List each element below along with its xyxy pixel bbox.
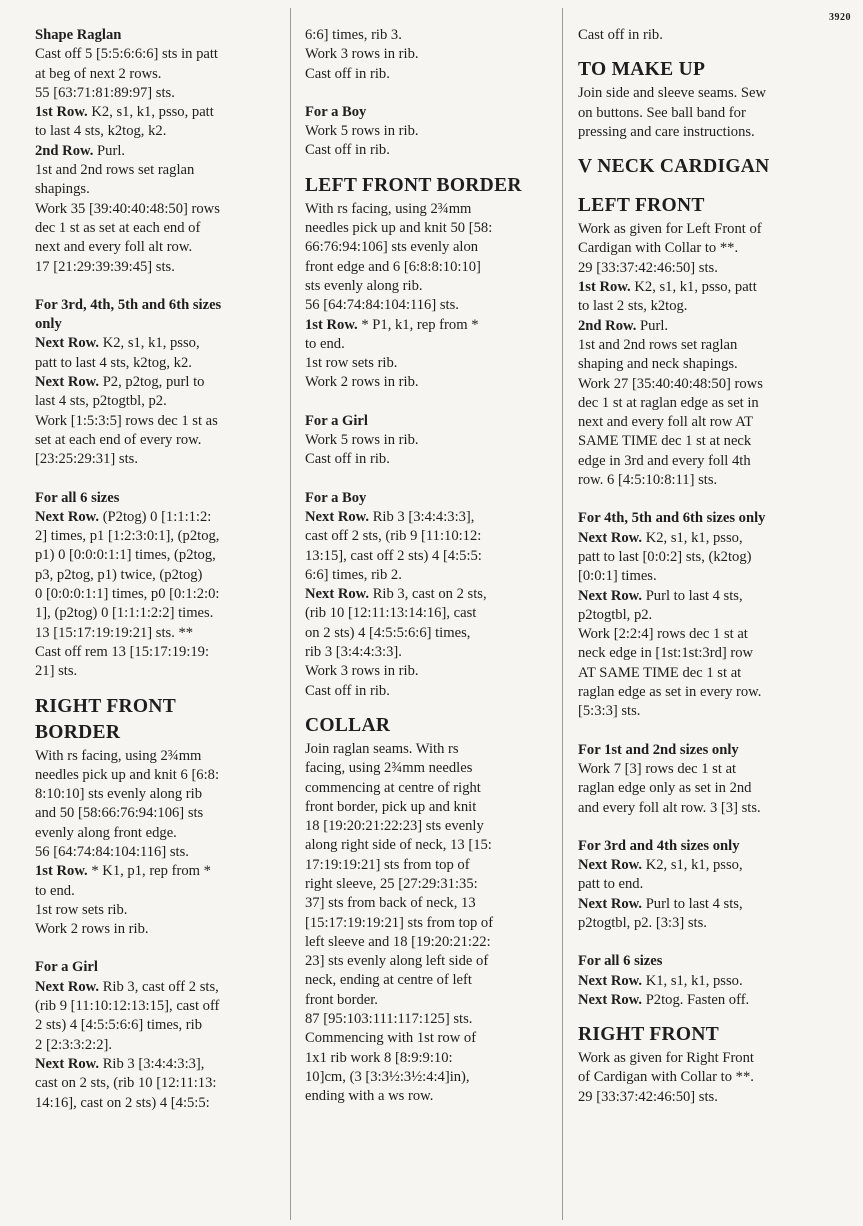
text-line: facing, using 2¾mm needles — [305, 760, 473, 777]
text-line: 1st and 2nd rows set raglan — [35, 162, 195, 179]
row-instruction — [35, 508, 280, 527]
row-label: 2nd Row. — [35, 142, 94, 159]
row-label: Next Row. — [35, 978, 100, 995]
row-instruction — [35, 142, 280, 161]
text-line: 17 [21:29:39:39:45] sts. — [35, 258, 175, 275]
text-line: commencing at centre of right — [305, 779, 481, 796]
spacer — [305, 393, 555, 412]
section-heading — [578, 1024, 853, 1046]
text-line: LEFT FRONT BORDER — [305, 174, 522, 196]
text-line: Commencing with 1st row of — [305, 1030, 477, 1047]
text-line: COLLAR — [305, 714, 391, 736]
text-line: Join raglan seams. With rs — [305, 740, 459, 757]
text-line: p3, p2tog, p1) twice, (p2tog) — [35, 566, 203, 583]
text-line: 29 [33:37:42:46:50] sts. — [578, 259, 718, 276]
row-instruction — [35, 1055, 280, 1074]
instruction-text — [578, 84, 853, 142]
text-line: 6:6] times, rib 3. — [305, 27, 402, 43]
instruction-text — [305, 740, 555, 1107]
text-line: Work 5 rows in rib. — [305, 432, 419, 449]
instruction-text — [35, 978, 280, 1113]
section-heading — [578, 59, 853, 81]
text-line: shapings. — [35, 181, 90, 198]
text-line: For a Girl — [305, 412, 368, 429]
text-line: 1st row sets rib. — [35, 901, 128, 918]
row-instruction — [578, 278, 853, 297]
instruction-text — [305, 122, 555, 161]
row-label: Next Row. — [578, 972, 643, 989]
row-text: * K1, p1, rep from * — [87, 863, 211, 880]
text-line: 2 sts) 4 [4:5:5:6:6] times, rib — [35, 1017, 203, 1034]
text-line: last 4 sts, p2togtbl, p2. — [35, 393, 167, 410]
instruction-text — [578, 220, 853, 490]
text-line: Join side and sleeve seams. Sew — [578, 85, 767, 102]
text-line: Work as given for Left Front of — [578, 221, 762, 238]
spacer — [578, 722, 853, 741]
text-line: cast off 2 sts, (rib 9 [11:10:12: — [305, 528, 482, 545]
spacer — [578, 142, 853, 152]
text-line: Work 35 [39:40:40:48:50] rows — [35, 200, 220, 217]
row-instruction — [35, 862, 280, 881]
row-instruction — [305, 316, 555, 335]
text-line: LEFT FRONT — [578, 195, 705, 217]
text-line: 14:16], cast on 2 sts) 4 [4:5:5: — [35, 1094, 210, 1111]
text-line: and every foll alt row. 3 [3] sts. — [578, 799, 761, 816]
instruction-text — [578, 1049, 853, 1107]
spacer — [35, 470, 280, 489]
text-line: [5:3:3] sts. — [578, 703, 641, 720]
subheading — [305, 489, 555, 508]
subheading — [35, 296, 280, 335]
text-line: Work 2 rows in rib. — [305, 374, 419, 391]
row-text: Rib 3, cast on 2 sts, — [369, 586, 487, 603]
text-line: 18 [19:20:21:22:23] sts evenly — [305, 818, 484, 835]
subheading — [578, 741, 853, 760]
text-line: For 4th, 5th and 6th sizes only — [578, 510, 766, 527]
text-line: 1st row sets rib. — [305, 355, 398, 372]
text-line: to end. — [35, 882, 75, 899]
row-text: Purl to last 4 sts, — [642, 587, 743, 604]
text-line: front border, pick up and knit — [305, 798, 477, 815]
row-text: * P1, k1, rep from * — [357, 316, 479, 333]
text-line: Cast off in rib. — [305, 142, 390, 159]
row-text: Purl. — [636, 317, 669, 334]
spacer — [35, 939, 280, 958]
text-line: patt to last 4 sts, k2tog, k2. — [35, 354, 192, 371]
text-line: (rib 10 [12:11:13:14:16], cast — [305, 605, 477, 622]
text-line: Shape Raglan — [35, 27, 122, 43]
text-line: rib 3 [3:4:4:3:3]. — [305, 644, 402, 661]
row-instruction — [305, 585, 555, 604]
text-line: [15:17:19:19:21] sts from top of — [305, 914, 494, 931]
page-number: 3920 — [829, 12, 851, 23]
text-line: Cast off in rib. — [305, 65, 390, 82]
instruction-text — [578, 760, 853, 818]
text-line: edge in 3rd and every foll 4th — [578, 452, 751, 469]
text-line: neck edge in [1st:1st:3rd] row — [578, 645, 754, 662]
column-2 — [305, 26, 555, 1107]
text-line: along right side of neck, 13 [15: — [305, 837, 492, 854]
row-text: Rib 3 [3:4:4:3:3], — [369, 508, 475, 525]
spacer — [35, 682, 280, 692]
text-line: 2] times, p1 [1:2:3:0:1], (p2tog, — [35, 528, 220, 545]
text-line: neck, ending at centre of left — [305, 972, 472, 989]
instruction-text — [35, 508, 280, 682]
text-line: Work as given for Right Front — [578, 1050, 754, 1067]
column-1 — [35, 26, 280, 1113]
row-text: K2, s1, k1, psso, — [642, 529, 743, 546]
text-line: Work 5 rows in rib. — [305, 123, 419, 140]
section-heading — [35, 696, 280, 744]
row-label: 1st Row. — [35, 863, 88, 880]
text-line: set at each end of every row. — [35, 431, 202, 448]
text-line: Cast off in rib. — [305, 451, 390, 468]
row-instruction — [35, 978, 280, 997]
text-line: 17:19:19:21] sts from top of — [305, 856, 470, 873]
text-line: 66:76:94:106] sts evenly alon — [305, 239, 479, 256]
text-line: For all 6 sizes — [35, 489, 120, 506]
text-line: needles pick up and knit 6 [6:8: — [35, 766, 220, 783]
section-heading — [305, 715, 555, 737]
row-instruction — [35, 334, 280, 353]
text-line: at beg of next 2 rows. — [35, 65, 162, 82]
spacer — [305, 701, 555, 711]
subheading — [578, 952, 853, 971]
instruction-text — [35, 45, 280, 277]
text-line: row. 6 [4:5:10:8:11] sts. — [578, 472, 718, 489]
row-text: Purl to last 4 sts, — [642, 895, 743, 912]
row-instruction — [35, 373, 280, 392]
row-label: 1st Row. — [305, 316, 358, 333]
text-line: With rs facing, using 2¾mm — [35, 747, 202, 764]
text-line: 37] sts from back of neck, 13 — [305, 895, 476, 912]
text-line: right sleeve, 25 [27:29:31:35: — [305, 875, 478, 892]
section-heading — [578, 156, 853, 178]
section-heading — [578, 195, 853, 217]
instruction-text — [578, 972, 853, 1011]
instruction-text — [35, 747, 280, 940]
spacer — [578, 933, 853, 952]
instruction-text — [578, 856, 853, 933]
text-line: 21] sts. — [35, 663, 78, 680]
text-line: sts evenly along rib. — [305, 277, 423, 294]
row-label: Next Row. — [35, 335, 100, 352]
text-line: Cast off in rib. — [578, 27, 663, 43]
spacer — [305, 84, 555, 103]
text-line: Cardigan with Collar to **. — [578, 240, 739, 257]
text-line: patt to end. — [578, 876, 644, 893]
row-instruction — [305, 508, 555, 527]
row-label: 1st Row. — [35, 104, 88, 121]
text-line: Cast off rem 13 [15:17:19:19: — [35, 643, 210, 660]
subheading — [578, 837, 853, 856]
text-line: RIGHT FRONT — [578, 1024, 720, 1046]
text-line: only — [35, 316, 62, 333]
text-line: Work [2:2:4] rows dec 1 st at — [578, 626, 748, 643]
row-instruction — [578, 856, 853, 875]
row-text: Rib 3 [3:4:4:3:3], — [99, 1055, 205, 1072]
row-text: K2, s1, k1, psso, — [99, 335, 200, 352]
subheading — [35, 26, 280, 45]
text-line: dec 1 st at raglan edge as set in — [578, 394, 759, 411]
instruction-text — [578, 26, 853, 45]
text-line: 23] sts evenly along left side of — [305, 953, 489, 970]
text-line: of Cardigan with Collar to **. — [578, 1069, 754, 1086]
text-line: Cast off in rib. — [305, 682, 390, 699]
subheading — [35, 958, 280, 977]
row-text: (P2tog) 0 [1:1:1:2: — [99, 508, 212, 525]
text-line: For a Boy — [305, 489, 367, 506]
spacer — [578, 490, 853, 509]
row-instruction — [578, 317, 853, 336]
instruction-text — [305, 431, 555, 470]
spacer — [578, 181, 853, 191]
text-line: (rib 9 [11:10:12:13:15], cast off — [35, 998, 220, 1015]
text-line: to end. — [305, 335, 345, 352]
text-line: to last 4 sts, k2tog, k2. — [35, 123, 167, 140]
spacer — [578, 1010, 853, 1020]
subheading — [305, 412, 555, 431]
row-text: P2, p2tog, purl to — [99, 374, 205, 391]
spacer — [305, 470, 555, 489]
row-instruction — [578, 972, 853, 991]
text-line: TO MAKE UP — [578, 59, 706, 81]
text-line: For 1st and 2nd sizes only — [578, 741, 739, 758]
text-line: and 50 [58:66:76:94:106] sts — [35, 805, 204, 822]
row-text: Rib 3, cast off 2 sts, — [99, 978, 219, 995]
text-line: Cast off 5 [5:5:6:6:6] sts in patt — [35, 46, 218, 63]
text-line: cast on 2 sts, (rib 10 [12:11:13: — [35, 1075, 217, 1092]
text-line: 0 [0:0:0:1:1] times, p0 [0:1:2:0: — [35, 586, 220, 603]
row-text: K2, s1, k1, psso, patt — [630, 279, 757, 296]
text-line: Work 2 rows in rib. — [35, 921, 149, 938]
text-line: p2togtbl, p2. — [578, 606, 653, 623]
text-line: Work [1:5:3:5] rows dec 1 st as — [35, 412, 218, 429]
text-line: V NECK CARDIGAN — [578, 156, 770, 178]
text-line: [0:0:1] times. — [578, 568, 657, 585]
text-line: For 3rd, 4th, 5th and 6th sizes — [35, 296, 222, 313]
instruction-text — [578, 529, 853, 722]
text-line: raglan edge as set in every row. — [578, 684, 762, 701]
text-line: evenly along front edge. — [35, 824, 177, 841]
instruction-text — [35, 334, 280, 469]
text-line: Work 7 [3] rows dec 1 st at — [578, 760, 737, 777]
text-line: on 2 sts) 4 [4:5:5:6:6] times, — [305, 624, 471, 641]
spacer — [578, 818, 853, 837]
text-line: to last 2 sts, k2tog. — [578, 298, 688, 315]
row-text: K2, s1, k1, psso, — [642, 857, 743, 874]
subheading — [305, 103, 555, 122]
row-label: Next Row. — [578, 895, 643, 912]
row-label: Next Row. — [35, 1055, 100, 1072]
text-line: p2togtbl, p2. [3:3] sts. — [578, 914, 707, 931]
text-line: needles pick up and knit 50 [58: — [305, 220, 493, 237]
spacer — [305, 161, 555, 171]
text-line: next and every foll alt row AT — [578, 414, 754, 431]
row-text: Purl. — [93, 142, 126, 159]
row-label: Next Row. — [578, 991, 643, 1008]
text-line: dec 1 st as set at each end of — [35, 219, 201, 236]
text-line: front border. — [305, 991, 378, 1008]
instruction-text — [305, 508, 555, 701]
row-instruction — [35, 103, 280, 122]
section-heading — [305, 175, 555, 197]
text-line: For a Boy — [305, 103, 367, 120]
text-line: front edge and 6 [6:8:8:10:10] — [305, 258, 481, 275]
row-instruction — [578, 991, 853, 1010]
text-line: AT SAME TIME dec 1 st at — [578, 664, 742, 681]
instruction-text — [305, 26, 555, 84]
text-line: SAME TIME dec 1 st at neck — [578, 433, 752, 450]
text-line: pressing and care instructions. — [578, 123, 755, 140]
text-line: on buttons. See ball band for — [578, 104, 746, 121]
row-label: Next Row. — [305, 586, 370, 603]
text-line: 56 [64:74:84:104:116] sts. — [35, 843, 189, 860]
text-line: 1st and 2nd rows set raglan — [578, 336, 738, 353]
row-label: Next Row. — [578, 587, 643, 604]
row-text: P2tog. Fasten off. — [642, 991, 750, 1008]
row-label: Next Row. — [578, 857, 643, 874]
row-label: Next Row. — [35, 374, 100, 391]
text-line: 8:10:10] sts evenly along rib — [35, 786, 202, 803]
text-line: 2 [2:3:3:2:2]. — [35, 1036, 113, 1053]
text-line: 6:6] times, rib 2. — [305, 566, 402, 583]
row-text: K1, s1, k1, psso. — [642, 972, 743, 989]
row-label: Next Row. — [305, 508, 370, 525]
row-label: 2nd Row. — [578, 317, 637, 334]
text-line: For a Girl — [35, 959, 98, 976]
text-line: p1) 0 [0:0:0:1:1] times, (p2tog, — [35, 547, 216, 564]
text-line: 87 [95:103:111:117:125] sts. — [305, 1011, 473, 1028]
text-line: patt to last [0:0:2] sts, (k2tog) — [578, 548, 752, 565]
text-line: left sleeve and 18 [19:20:21:22: — [305, 933, 491, 950]
text-line: [23:25:29:31] sts. — [35, 451, 138, 468]
text-line: 29 [33:37:42:46:50] sts. — [578, 1088, 718, 1105]
text-line: 13:15], cast off 2 sts) 4 [4:5:5: — [305, 547, 482, 564]
row-instruction — [578, 587, 853, 606]
row-label: Next Row. — [578, 529, 643, 546]
spacer — [578, 45, 853, 55]
text-line: 1], (p2tog) 0 [1:1:1:2:2] times. — [35, 605, 214, 622]
row-instruction — [578, 895, 853, 914]
subheading — [35, 489, 280, 508]
instruction-text — [305, 200, 555, 393]
text-line: ending with a ws row. — [305, 1088, 434, 1105]
text-line: Work 3 rows in rib. — [305, 46, 419, 63]
subheading — [578, 509, 853, 528]
text-line: 56 [64:74:84:104:116] sts. — [305, 297, 459, 314]
text-line: shaping and neck shapings. — [578, 356, 738, 373]
text-line: 55 [63:71:81:89:97] sts. — [35, 84, 175, 101]
text-line: raglan edge only as set in 2nd — [578, 780, 752, 797]
row-label: Next Row. — [35, 508, 100, 525]
text-line: 1x1 rib work 8 [8:9:9:10: — [305, 1049, 453, 1066]
text-line: Work 3 rows in rib. — [305, 663, 419, 680]
column-divider — [290, 8, 291, 1220]
text-line: 10]cm, (3 [3:3½:3½:4:4]in), — [305, 1068, 470, 1085]
column-3 — [578, 26, 853, 1107]
spacer — [35, 277, 280, 296]
column-divider — [562, 8, 563, 1220]
row-instruction — [578, 529, 853, 548]
text-line: 13 [15:17:19:19:21] sts. ** — [35, 624, 194, 641]
text-line: With rs facing, using 2¾mm — [305, 200, 472, 217]
text-line: For 3rd and 4th sizes only — [578, 837, 740, 854]
text-line: RIGHT FRONT — [35, 695, 177, 717]
row-label: 1st Row. — [578, 279, 631, 296]
text-line: Work 27 [35:40:40:48:50] rows — [578, 375, 763, 392]
text-line: For all 6 sizes — [578, 953, 663, 970]
text-line: BORDER — [35, 721, 121, 743]
text-line: next and every foll alt row. — [35, 239, 193, 256]
row-text: K2, s1, k1, psso, patt — [87, 104, 214, 121]
